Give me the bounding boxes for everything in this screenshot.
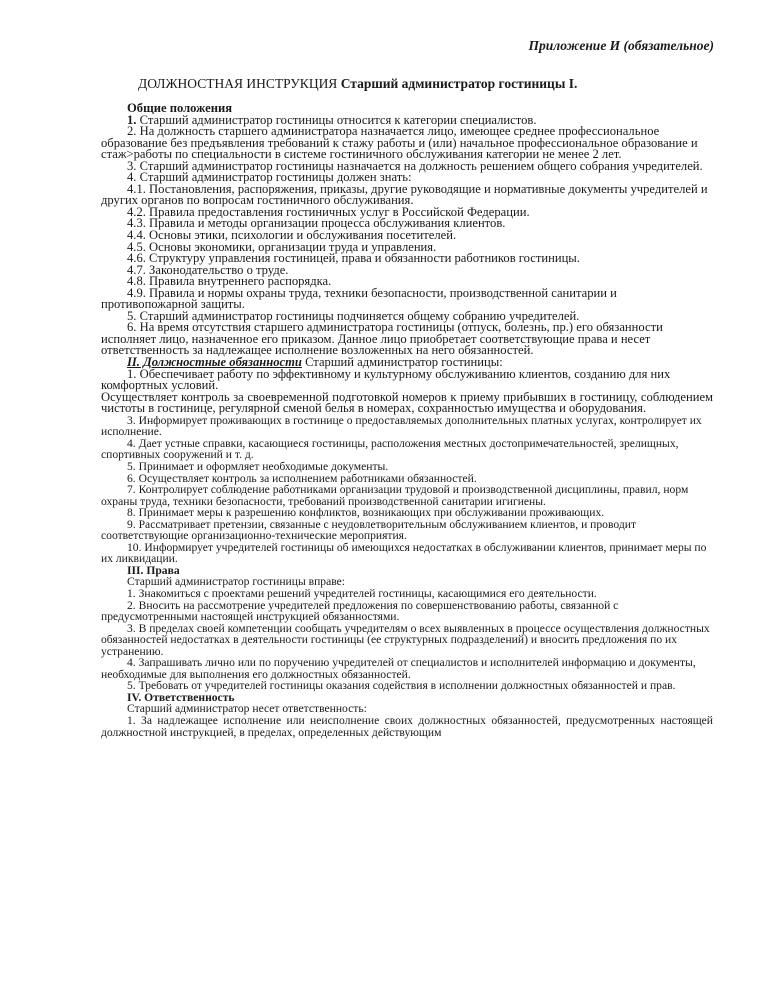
general-item-1-text: Старший администратор гостиницы относится к категории специалистов. xyxy=(139,112,537,127)
duty-item-2: Осуществляет контроль за своевременной подготовкой номеров к приему прибывших в гостиницу, соблюдением чистоты в гостинице, регулярной сменой белья в номерах, сохранностью имущества и оборудования. xyxy=(101,389,713,416)
rights-item-2: 2. Вносить на рассмотрение учредителей предложения по совершенствованию работы, связанной с предусмотренными настоящей инструкцией обязанностями. xyxy=(101,598,619,624)
general-item-5: 5. Старший администратор гостиницы подчиняется общему собранию учредителей. xyxy=(127,308,580,323)
section-duties-heading: II. Должностные обязанности xyxy=(127,355,302,370)
duty-item-3: 3. Информирует проживающих в гостинице о предоставляемых дополнительных платных услугах, контролирует их исполнение. xyxy=(101,413,702,439)
document-title xyxy=(138,76,738,92)
general-item-4: 4. Старший администратор гостиницы должен знать: xyxy=(127,170,412,185)
rights-intro: Старший администратор гостиницы вправе: xyxy=(127,575,346,589)
rights-item-4: 4. Запрашивать лично или по поручению учредителей от специалистов и исполнителей информацию и документы, необходимые для выполнения его должностных обязанностей. xyxy=(101,656,696,681)
general-item-2: 2. На должность старшего администратора назначается лицо, имеющее среднее профессиональное образование без предъявления требований к стажу работы и (или) начальное профессиональное образование и стаж>работы по специальности в системе гостиничного обслуживания категории не менее 2 лет. xyxy=(101,124,698,162)
knowledge-item-4-4: 4.4. Основы этики, психологии и обслуживания посетителей. xyxy=(127,228,457,243)
duty-item-5: 5. Принимает и оформляет необходимые документы. xyxy=(127,459,389,473)
duty-item-4: 4. Дает устные справки, касающиеся гостиницы, расположения местных достопримечательностей, зрелищных, спортивных сооружений и т. д. xyxy=(101,436,679,462)
duty-item-8: 8. Принимает меры к разрешению конфликтов, возникающих при обслуживании проживающих. xyxy=(127,506,605,520)
general-item-6: 6. На время отсутствия старшего администратора гостиницы (отпуск, болезнь, пр.) его обязанности исполняет лицо, назначенное его приказом. Данное лицо приобретает соответствующие права и несет ответственность за надлежащее исполнение возложенных на него обязанностей. xyxy=(101,320,663,358)
duty-item-9: 9. Рассматривает претензии, связанные с неудовлетворительным обслуживанием клиентов, и проводит соответствующие организационно-технические мероприятия. xyxy=(101,517,637,543)
appendix-label: Приложение И (обязательное) xyxy=(528,38,714,53)
knowledge-item-4-5: 4.5. Основы экономики, организации труда и управления. xyxy=(127,239,437,254)
general-item-1-number: 1. xyxy=(127,112,137,127)
responsibility-item-1: 1. За надлежащее исполнение или неисполнение своих должностных обязанностей, предусмотренных настоящей должностной инструкцией, в пределах, определенных действующим xyxy=(101,713,713,739)
section-rights-heading: III. Права xyxy=(127,563,180,577)
title-subtitle: Старший администратор гостиницы I. xyxy=(340,76,578,91)
knowledge-item-4-1: 4.1. Постановления, распоряжения, приказы, другие руководящие и нормативные документы учредителей и других органов по вопросам гостиничного обслуживания. xyxy=(101,181,708,208)
section-responsibility-heading: IV. Ответственность xyxy=(127,690,235,704)
title-main: ДОЛЖНОСТНАЯ ИНСТРУКЦИЯ xyxy=(138,76,338,91)
rights-item-5: 5. Требовать от учредителей гостиницы оказания содействия в исполнении должностных обязанностей и прав. xyxy=(127,679,676,693)
general-item-3: 3. Старший администратор гостиницы назначается на должность решением общего собрания учредителей. xyxy=(127,158,703,173)
duty-item-6: 6. Осуществляет контроль за исполнением работниками обязанностей. xyxy=(127,471,477,485)
knowledge-item-4-9: 4.9. Правила и нормы охраны труда, техники безопасности, производственной санитарии и противопожарной защиты. xyxy=(101,285,617,312)
document-body xyxy=(101,103,713,738)
rights-item-3: 3. В пределах своей компетенции сообщать учредителям о всех выявленных в процессе осуществления должностных обязанностей недостатках в деятельности гостиницы (ее структурных подразделений) и вносить предложения по их устранению. xyxy=(101,621,710,658)
section-general-heading: Общие положения xyxy=(127,101,233,115)
rights-item-1: 1. Знакомиться с проектами решений учредителей гостиницы, касающимися его деятельности. xyxy=(127,586,597,600)
responsibility-intro: Старший администратор несет ответственность: xyxy=(127,702,367,716)
duty-item-1: 1. Обеспечивает работу по эффективному и культурному обслуживанию клиентов, созданию для них комфортных условий. xyxy=(101,366,671,393)
knowledge-item-4-3: 4.3. Правила и методы организации процесса обслуживания клиентов. xyxy=(127,216,506,231)
knowledge-item-4-6: 4.6. Структуру управления гостиницей, права и обязанности работников гостиницы. xyxy=(127,251,580,266)
knowledge-item-4-2: 4.2. Правила предоставления гостиничных услуг в Российской Федерации. xyxy=(127,204,530,219)
duty-item-10: 10. Информирует учредителей гостиницы об имеющихся недостатках в обслуживании клиентов, принимает меры по их ликвидации. xyxy=(101,540,707,566)
duty-item-7: 7. Контролирует соблюдение работниками организации трудовой и производственной дисциплины, правил, норм охраны труда, техники безопасности, требований производственной санитарии игигиены. xyxy=(101,483,689,508)
knowledge-item-4-7: 4.7. Законодательство о труде. xyxy=(127,262,289,277)
knowledge-item-4-8: 4.8. Правила внутреннего распорядка. xyxy=(127,274,332,289)
section-duties-heading-tail: Старший администратор гостиницы: xyxy=(305,355,503,370)
